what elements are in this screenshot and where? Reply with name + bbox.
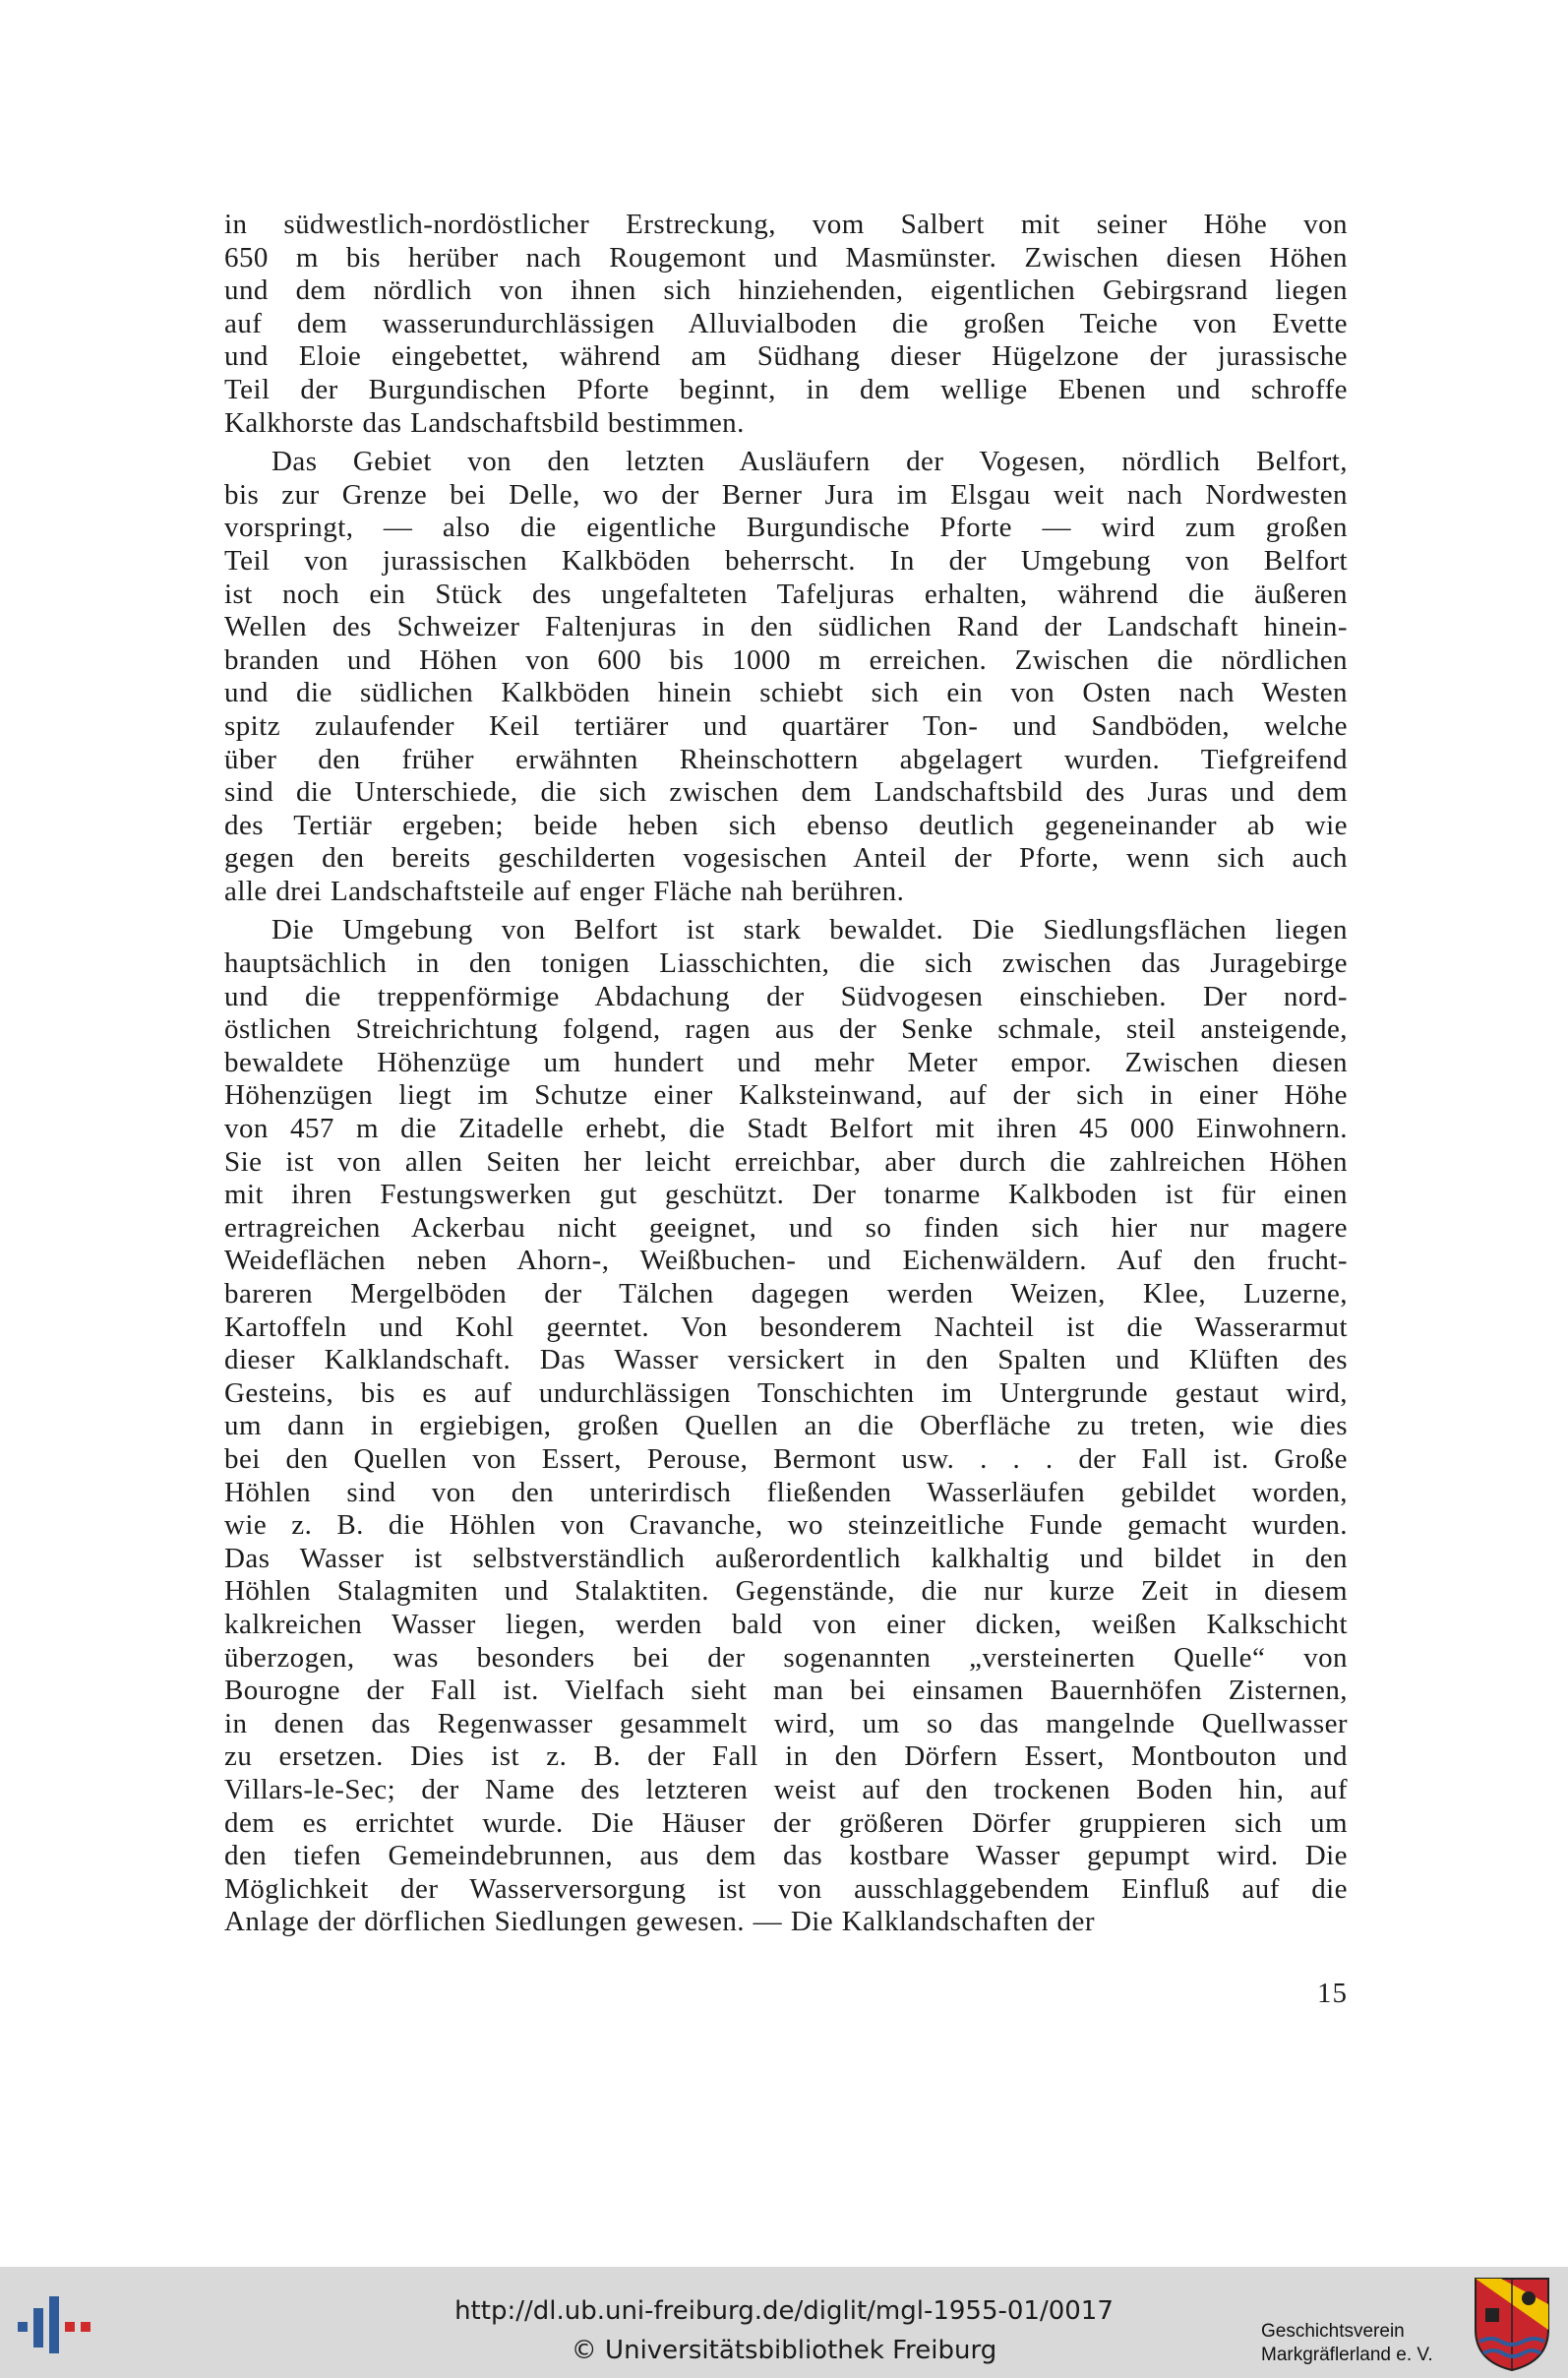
page-number: 15 <box>1317 1978 1348 2009</box>
text-line: 650 m bis herüber nach Rougemont und Masmünster. Zwischen diesen Höhen <box>224 241 1348 274</box>
text-line: überzogen, was besonders bei der sogenannten „versteinerten Quelle“ von <box>224 1641 1348 1674</box>
text-line: branden und Höhen von 600 bis 1000 m erreichen. Zwischen die nördlichen <box>224 643 1348 676</box>
text-line: über den früher erwähnten Rheinschottern abgelagert wurden. Tiefgreifend <box>224 743 1348 775</box>
text-line: um dann in ergiebigen, großen Quellen an die Oberfläche zu treten, wie dies <box>224 1410 1348 1442</box>
paragraph-1 <box>224 209 1348 440</box>
text-line: spitz zulaufender Keil tertiärer und quartärer Ton- und Sandböden, welche <box>224 709 1348 742</box>
text-line: und die südlichen Kalkböden hinein schiebt sich ein von Osten nach Westen <box>224 677 1348 709</box>
text-line: zu ersetzen. Dies ist z. B. der Fall in den Dörfern Essert, Montbouton und <box>224 1740 1348 1773</box>
text-line: Gesteins, bis es auf undurchlässigen Tonschichten im Untergrunde gestaut wird, <box>224 1376 1348 1409</box>
text-line: in südwestlich-nordöstlicher Erstreckung, vom Salbert mit seiner Höhe von <box>224 209 1348 240</box>
footer-url[interactable]: http://dl.ub.uni-freiburg.de/diglit/mgl-1955-01/0017 <box>454 2296 1114 2326</box>
text-line: hauptsächlich in den tonigen Liasschichten, die sich zwischen das Juragebirge <box>224 947 1348 980</box>
text-line: Weideflächen neben Ahorn-, Weißbuchen- und Eichenwäldern. Auf den frucht- <box>224 1245 1348 1277</box>
text-line: vorspringt, — also die eigentliche Burgundische Pforte — wird zum großen <box>224 512 1348 544</box>
text-line: Das Wasser ist selbstverständlich außerordentlich kalkhaltig und bildet in den <box>224 1542 1348 1574</box>
text-line: mit ihren Festungswerken gut geschützt. Der tonarme Kalkboden ist für einen <box>224 1179 1348 1211</box>
text-line: Teil von jurassischen Kalkböden beherrscht. In der Umgebung von Belfort <box>224 544 1348 577</box>
text-line: und dem nördlich von ihnen sich hinziehenden, eigentlichen Gebirgsrand liegen <box>224 274 1348 307</box>
text-line: und die treppenförmige Abdachung der Südvogesen einschieben. Der nord- <box>224 980 1348 1012</box>
text-line: bis zur Grenze bei Delle, wo der Berner Jura im Elsgau weit nach Nordwesten <box>224 478 1348 511</box>
text-line: Möglichkeit der Wasserversorgung ist von ausschlaggebendem Einfluß auf die <box>224 1872 1348 1905</box>
text-line: Bourogne der Fall ist. Vielfach sieht man bei einsamen Bauernhöfen Zisternen, <box>224 1675 1348 1707</box>
text-line: alle drei Landschaftsteile auf enger Fläche nah berühren. <box>224 875 905 907</box>
text-line: Kalkhorste das Landschaftsbild bestimmen. <box>224 406 745 439</box>
paragraph-3 <box>224 914 1348 1938</box>
footer-bar <box>0 2267 1568 2378</box>
text-line: bareren Mergelböden der Tälchen dagegen werden Weizen, Klee, Luzerne, <box>224 1278 1348 1310</box>
text-line: in denen das Regenwasser gesammelt wird, um so das mangelnde Quellwasser <box>224 1707 1348 1739</box>
text-line: kalkreichen Wasser liegen, werden bald von einer dicken, weißen Kalkschicht <box>224 1608 1348 1640</box>
text-line: Das Gebiet von den letzten Ausläufern der Vogesen, nördlich Belfort, <box>271 446 1348 478</box>
society-name-line2: Markgräflerland e. V. <box>1261 2345 1433 2365</box>
text-line: dieser Kalklandschaft. Das Wasser versickert in den Spalten und Klüften des <box>224 1344 1348 1376</box>
paragraph-2 <box>224 446 1348 908</box>
footer-copyright: © Universitätsbibliothek Freiburg <box>571 2336 997 2365</box>
text-line: dem es errichtet wurde. Die Häuser der größeren Dörfer gruppieren sich um <box>224 1806 1348 1839</box>
text-line: Wellen des Schweizer Faltenjuras in den südlichen Rand der Landschaft hinein- <box>224 611 1348 643</box>
coat-of-arms-icon <box>1472 2275 1552 2373</box>
society-name-line1: Geschichtsverein <box>1261 2321 1405 2342</box>
text-line: den tiefen Gemeindebrunnen, aus dem das kostbare Wasser gepumpt wird. Die <box>224 1840 1348 1872</box>
text-line: Höhlen sind von den unterirdisch fließenden Wasserläufen gebildet worden, <box>224 1476 1348 1508</box>
text-line: gegen den bereits geschilderten vogesischen Anteil der Pforte, wenn sich auch <box>224 842 1348 875</box>
text-line: bewaldete Höhenzüge um hundert und mehr Meter empor. Zwischen diesen <box>224 1046 1348 1078</box>
text-line: Höhlen Stalagmiten und Stalaktiten. Gegenstände, die nur kurze Zeit in diesem <box>224 1575 1348 1608</box>
text-line: östlichen Streichrichtung folgend, ragen aus der Senke schmale, steil ansteigende, <box>224 1013 1348 1046</box>
text-line: ertragreichen Ackerbau nicht geeignet, und so finden sich hier nur magere <box>224 1211 1348 1244</box>
text-line: Kartoffeln und Kohl geerntet. Von besonderem Nachteil ist die Wasserarmut <box>224 1311 1348 1343</box>
text-line: Villars-le-Sec; der Name des letzteren weist auf den trockenen Boden hin, auf <box>224 1773 1348 1805</box>
text-line: sind die Unterschiede, die sich zwischen dem Landschaftsbild des Juras und dem <box>224 776 1348 809</box>
text-line: wie z. B. die Höhlen von Cravanche, wo steinzeitliche Funde gemacht wurden. <box>224 1509 1348 1542</box>
text-line: und Eloie eingebettet, während am Südhang dieser Hügelzone der jurassische <box>224 340 1348 373</box>
page-text <box>224 209 1348 1939</box>
text-line: Sie ist von allen Seiten her leicht erreichbar, aber durch die zahlreichen Höhen <box>224 1145 1348 1178</box>
text-line: auf dem wasserundurchlässigen Alluvialboden die großen Teiche von Evette <box>224 307 1348 339</box>
text-line: bei den Quellen von Essert, Perouse, Bermont usw. . . . der Fall ist. Große <box>224 1442 1348 1475</box>
text-line: des Tertiär ergeben; beide heben sich ebenso deutlich gegeneinander ab wie <box>224 809 1348 841</box>
society-name <box>1261 2320 1478 2367</box>
text-line: Höhenzügen liegt im Schutze einer Kalksteinwand, auf der sich in einer Höhe <box>224 1079 1348 1112</box>
text-line: von 457 m die Zitadelle erhebt, die Stadt Belfort mit ihren 45 000 Einwohnern. <box>224 1113 1348 1145</box>
text-line: Die Umgebung von Belfort ist stark bewaldet. Die Siedlungsflächen liegen <box>271 914 1348 946</box>
text-line: Anlage der dörflichen Siedlungen gewesen. — Die Kalklandschaften der <box>224 1906 1095 1938</box>
text-line: Teil der Burgundischen Pforte beginnt, in dem wellige Ebenen und schroffe <box>224 373 1348 405</box>
text-line: ist noch ein Stück des ungefalteten Tafeljuras erhalten, während die äußeren <box>224 578 1348 610</box>
